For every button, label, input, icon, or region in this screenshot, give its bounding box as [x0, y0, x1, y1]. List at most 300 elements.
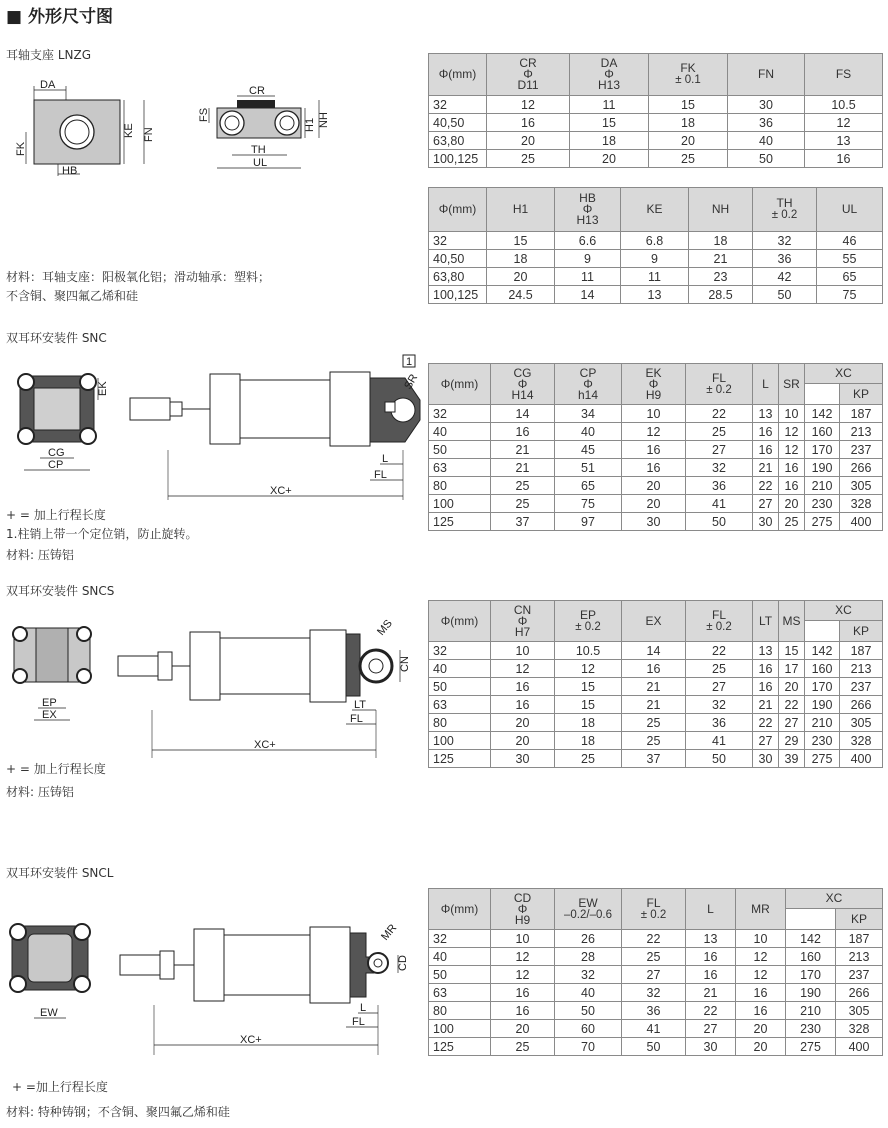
row-bore-cell: 40 [429, 948, 491, 966]
table-cell: 187 [840, 405, 883, 423]
table-cell: 25 [491, 495, 555, 513]
table-cell: 25 [491, 477, 555, 495]
table-cell: 60 [555, 1020, 622, 1038]
header-cell: L [753, 364, 779, 405]
table-cell: 10 [736, 930, 786, 948]
table-row [429, 132, 883, 150]
table-cell: 41 [686, 732, 753, 750]
table-cell: 9 [555, 250, 621, 268]
table-row [429, 423, 883, 441]
table-cell: 328 [840, 732, 883, 750]
table-cell: 22 [686, 642, 753, 660]
header-cell [805, 621, 840, 642]
table-cell: 170 [805, 441, 840, 459]
table-cell: 21 [491, 459, 555, 477]
table-cell: 32 [686, 459, 753, 477]
table-cell: 16 [753, 423, 779, 441]
lnzg-da-label: DA [40, 79, 56, 91]
table-cell: 12 [779, 441, 805, 459]
table-cell: 20 [779, 678, 805, 696]
table-cell: 18 [555, 714, 622, 732]
table-cell: 14 [491, 405, 555, 423]
table-cell: 16 [487, 114, 570, 132]
table-row [429, 441, 883, 459]
sncs-xc-label: XC+ [254, 739, 276, 751]
row-bore-cell: 50 [429, 966, 491, 984]
table-row [429, 286, 883, 304]
snc-cp-label: CP [48, 459, 64, 471]
table-cell: 27 [686, 1020, 736, 1038]
table-cell: 20 [779, 495, 805, 513]
header-cell: FK ± 0.1 [649, 54, 728, 96]
sncl-ew-label: EW [40, 1007, 58, 1019]
table-cell: 266 [836, 984, 883, 1002]
table-cell: 51 [555, 459, 622, 477]
table-cell: 20 [622, 495, 686, 513]
sncs-end-view-diagram [10, 620, 110, 740]
table-cell: 25 [622, 732, 686, 750]
table-cell: 36 [686, 714, 753, 732]
header-cell: XC [805, 601, 883, 621]
header-cell: EK Φ H9 [622, 364, 686, 405]
lnzg-fn-label: FN [143, 127, 155, 142]
table-cell: 16 [491, 678, 555, 696]
table-cell: 30 [753, 750, 779, 768]
sncs-notes: + = 加上行程长度 材料: 压铸铝 [6, 762, 106, 799]
table-cell: 22 [686, 1002, 736, 1020]
table-cell: 16 [753, 441, 779, 459]
table-cell: 14 [622, 642, 686, 660]
row-bore-cell: 50 [429, 678, 491, 696]
table-row [429, 660, 883, 678]
table-cell: 328 [836, 1020, 883, 1038]
section-title-lnzg: 耳轴支座 LNZG [6, 48, 91, 62]
table-cell: 12 [487, 96, 570, 114]
table-cell: 22 [686, 405, 753, 423]
table-cell: 27 [779, 714, 805, 732]
table-cell: 18 [570, 132, 649, 150]
table-cell: 21 [686, 984, 736, 1002]
table-cell: 13 [753, 405, 779, 423]
table-cell: 12 [805, 114, 883, 132]
table-cell: 12 [736, 966, 786, 984]
sncs-ex-label: EX [42, 709, 57, 721]
table-cell: 45 [555, 441, 622, 459]
table-cell: 18 [487, 250, 555, 268]
table-cell: 25 [649, 150, 728, 168]
table-row [429, 495, 883, 513]
table-cell: 12 [491, 948, 555, 966]
row-bore-cell: 40,50 [429, 250, 487, 268]
table-cell: 213 [840, 660, 883, 678]
table-cell: 65 [817, 268, 883, 286]
header-cell: XC [805, 364, 883, 384]
table-row [429, 405, 883, 423]
sncl-mr-label: MR [379, 922, 400, 943]
table-cell: 29 [779, 732, 805, 750]
table-cell: 20 [487, 268, 555, 286]
table-cell: 230 [805, 495, 840, 513]
table-cell: 12 [622, 423, 686, 441]
table-cell: 25 [622, 948, 686, 966]
table-cell: 13 [686, 930, 736, 948]
table-row [429, 732, 883, 750]
table-cell: 34 [555, 405, 622, 423]
snc-side-view-diagram [120, 350, 430, 505]
table-cell: 400 [840, 750, 883, 768]
table-cell: 142 [786, 930, 836, 948]
table-cell: 305 [836, 1002, 883, 1020]
table-cell: 22 [622, 930, 686, 948]
table-cell: 36 [686, 477, 753, 495]
sncs-fl-label: FL [350, 713, 363, 725]
table-cell: 27 [753, 732, 779, 750]
lnzg-table-2 [428, 187, 883, 304]
lnzg-front-view-diagram [10, 80, 190, 190]
header-cell: NH [689, 188, 753, 232]
table-cell: 55 [817, 250, 883, 268]
snc-sr-label: SR [402, 372, 421, 392]
table-cell: 20 [736, 1020, 786, 1038]
lnzg-fk-label: FK [15, 141, 27, 156]
header-cell: CD Φ H9 [491, 889, 555, 930]
header-cell [786, 909, 836, 930]
header-cell: HB Φ H13 [555, 188, 621, 232]
table-cell: 12 [736, 948, 786, 966]
header-cell: KE [621, 188, 689, 232]
table-cell: 328 [840, 495, 883, 513]
table-cell: 42 [753, 268, 817, 286]
table-cell: 170 [805, 678, 840, 696]
lnzg-h1-label: H1 [304, 117, 316, 132]
table-cell: 10.5 [555, 642, 622, 660]
table-cell: 21 [622, 696, 686, 714]
table-cell: 9 [621, 250, 689, 268]
table-cell: 275 [805, 513, 840, 531]
header-cell: SR [779, 364, 805, 405]
row-bore-cell: 100 [429, 495, 491, 513]
table-cell: 30 [753, 513, 779, 531]
table-cell: 12 [555, 660, 622, 678]
lnzg-ul-label: UL [253, 157, 268, 169]
sncl-end-view-diagram [6, 920, 106, 1030]
table-cell: 6.8 [621, 232, 689, 250]
table-row [429, 268, 883, 286]
table-cell: 266 [840, 696, 883, 714]
table-cell: 50 [622, 1038, 686, 1056]
snc-l-label: L [382, 453, 389, 465]
snc-ek-label: EK [97, 381, 109, 396]
table-cell: 11 [570, 96, 649, 114]
header-cell [805, 384, 840, 405]
header-cell: MR [736, 889, 786, 930]
table-cell: 400 [840, 513, 883, 531]
table-cell: 237 [836, 966, 883, 984]
table-cell: 32 [753, 232, 817, 250]
header-cell: LT [753, 601, 779, 642]
lnzg-fs-label: FS [198, 107, 210, 122]
table-cell: 30 [686, 1038, 736, 1056]
table-row [429, 250, 883, 268]
header-cell: KP [836, 909, 883, 930]
table-cell: 15 [487, 232, 555, 250]
table-cell: 50 [753, 286, 817, 304]
sncl-cd-label: CD [397, 955, 409, 971]
table-row [429, 750, 883, 768]
table-cell: 21 [689, 250, 753, 268]
table-row [429, 1020, 883, 1038]
table-cell: 10 [622, 405, 686, 423]
table-cell: 25 [686, 423, 753, 441]
table-cell: 20 [491, 714, 555, 732]
table-cell: 16 [779, 477, 805, 495]
row-bore-cell: 80 [429, 714, 491, 732]
table-cell: 142 [805, 405, 840, 423]
table-cell: 23 [689, 268, 753, 286]
row-bore-cell: 50 [429, 441, 491, 459]
row-bore-cell: 63 [429, 696, 491, 714]
table-row [429, 930, 883, 948]
header-cell: TH ± 0.2 [753, 188, 817, 232]
table-row [429, 459, 883, 477]
table-cell: 10 [491, 930, 555, 948]
table-cell: 20 [736, 1038, 786, 1056]
row-bore-cell: 63,80 [429, 268, 487, 286]
header-cell: UL [817, 188, 883, 232]
table-cell: 37 [491, 513, 555, 531]
table-cell: 28 [555, 948, 622, 966]
table-cell: 50 [728, 150, 805, 168]
table-cell: 21 [622, 678, 686, 696]
table-row [429, 966, 883, 984]
sncl-l-label: L [360, 1002, 367, 1014]
header-cell: Φ(mm) [429, 188, 487, 232]
table-cell: 25 [622, 714, 686, 732]
header-cell: EP ± 0.2 [555, 601, 622, 642]
row-bore-cell: 100,125 [429, 286, 487, 304]
header-cell: KP [840, 384, 883, 405]
table-cell: 46 [817, 232, 883, 250]
table-cell: 25 [555, 750, 622, 768]
table-row [429, 948, 883, 966]
row-bore-cell: 40 [429, 660, 491, 678]
table-cell: 237 [840, 678, 883, 696]
table-cell: 275 [805, 750, 840, 768]
row-bore-cell: 32 [429, 232, 487, 250]
row-bore-cell: 125 [429, 513, 491, 531]
table-cell: 12 [491, 660, 555, 678]
section-title-sncl: 双耳环安装件 SNCL [6, 866, 114, 880]
header-cell: Φ(mm) [429, 364, 491, 405]
table-cell: 230 [786, 1020, 836, 1038]
table-cell: 16 [686, 966, 736, 984]
table-cell: 16 [805, 150, 883, 168]
table-cell: 18 [649, 114, 728, 132]
row-bore-cell: 32 [429, 96, 487, 114]
table-cell: 21 [753, 459, 779, 477]
table-cell: 39 [779, 750, 805, 768]
table-row [429, 1002, 883, 1020]
table-cell: 6.6 [555, 232, 621, 250]
sncl-fl-label: FL [352, 1016, 365, 1028]
table-cell: 16 [736, 1002, 786, 1020]
table-cell: 22 [753, 714, 779, 732]
table-cell: 170 [786, 966, 836, 984]
sncl-side-view-diagram [110, 905, 430, 1060]
row-bore-cell: 63 [429, 459, 491, 477]
table-cell: 36 [753, 250, 817, 268]
lnzg-th-label: TH [251, 144, 266, 156]
table-cell: 40 [555, 423, 622, 441]
row-bore-cell: 100,125 [429, 150, 487, 168]
table-cell: 305 [840, 477, 883, 495]
table-cell: 26 [555, 930, 622, 948]
row-bore-cell: 63 [429, 984, 491, 1002]
table-cell: 14 [555, 286, 621, 304]
header-cell: FN [728, 54, 805, 96]
table-cell: 187 [836, 930, 883, 948]
sncs-table [428, 600, 883, 768]
table-cell: 30 [491, 750, 555, 768]
table-cell: 16 [622, 459, 686, 477]
table-cell: 32 [622, 984, 686, 1002]
snc-xc-label: XC+ [270, 485, 292, 497]
table-cell: 160 [805, 423, 840, 441]
table-cell: 16 [779, 459, 805, 477]
table-cell: 65 [555, 477, 622, 495]
header-cell: KP [840, 621, 883, 642]
table-cell: 12 [779, 423, 805, 441]
table-cell: 15 [649, 96, 728, 114]
table-cell: 25 [487, 150, 570, 168]
lnzg-table-1 [428, 53, 883, 168]
table-cell: 36 [622, 1002, 686, 1020]
table-cell: 10 [491, 642, 555, 660]
table-row [429, 696, 883, 714]
table-cell: 16 [491, 1002, 555, 1020]
row-bore-cell: 40 [429, 423, 491, 441]
table-cell: 20 [491, 732, 555, 750]
header-cell: EX [622, 601, 686, 642]
snc-end-view-diagram [10, 370, 120, 490]
table-cell: 190 [786, 984, 836, 1002]
table-cell: 25 [686, 660, 753, 678]
table-cell: 27 [622, 966, 686, 984]
table-cell: 11 [621, 268, 689, 286]
table-row [429, 1038, 883, 1056]
table-cell: 16 [491, 423, 555, 441]
snc-cg-label: CG [48, 447, 65, 459]
header-cell: H1 [487, 188, 555, 232]
table-cell: 13 [753, 642, 779, 660]
table-row [429, 513, 883, 531]
table-cell: 13 [621, 286, 689, 304]
table-cell: 16 [622, 660, 686, 678]
table-cell: 13 [805, 132, 883, 150]
section-title-snc: 双耳环安装件 SNC [6, 331, 107, 345]
table-cell: 213 [840, 423, 883, 441]
table-cell: 30 [622, 513, 686, 531]
header-cell: XC [786, 889, 883, 909]
table-cell: 11 [555, 268, 621, 286]
header-cell: CP Φ h14 [555, 364, 622, 405]
table-cell: 41 [622, 1020, 686, 1038]
header-cell: FL ± 0.2 [686, 364, 753, 405]
table-cell: 22 [753, 477, 779, 495]
row-bore-cell: 125 [429, 1038, 491, 1056]
table-row [429, 642, 883, 660]
table-row [429, 114, 883, 132]
table-cell: 17 [779, 660, 805, 678]
sncs-lt-label: LT [354, 699, 367, 711]
table-cell: 16 [622, 441, 686, 459]
table-cell: 21 [753, 696, 779, 714]
table-row [429, 477, 883, 495]
header-cell: Φ(mm) [429, 889, 491, 930]
table-cell: 275 [786, 1038, 836, 1056]
header-cell: L [686, 889, 736, 930]
row-bore-cell: 125 [429, 750, 491, 768]
table-cell: 25 [491, 1038, 555, 1056]
table-cell: 20 [487, 132, 570, 150]
header-cell: FL ± 0.2 [622, 889, 686, 930]
sncl-notes: + =加上行程长度 材料: 特种铸钢；不含铜、聚四氟乙烯和硅 [6, 1080, 230, 1119]
table-cell: 15 [555, 678, 622, 696]
lnzg-ke-label: KE [123, 123, 135, 138]
table-row [429, 232, 883, 250]
table-cell: 15 [779, 642, 805, 660]
table-cell: 210 [805, 477, 840, 495]
table-cell: 15 [570, 114, 649, 132]
table-cell: 21 [491, 441, 555, 459]
table-cell: 190 [805, 696, 840, 714]
table-cell: 40 [555, 984, 622, 1002]
table-cell: 142 [805, 642, 840, 660]
title-square-icon: ■ [6, 7, 28, 27]
table-cell: 20 [649, 132, 728, 150]
sncs-ms-label: MS [375, 617, 395, 638]
header-cell: DA Φ H13 [570, 54, 649, 96]
header-cell: Φ(mm) [429, 601, 491, 642]
header-cell: FL ± 0.2 [686, 601, 753, 642]
row-bore-cell: 100 [429, 1020, 491, 1038]
table-cell: 10.5 [805, 96, 883, 114]
table-cell: 16 [491, 696, 555, 714]
table-cell: 70 [555, 1038, 622, 1056]
table-cell: 50 [686, 513, 753, 531]
table-cell: 75 [555, 495, 622, 513]
table-cell: 210 [805, 714, 840, 732]
page-title: ■ 外形尺寸图 [6, 7, 113, 27]
table-cell: 160 [786, 948, 836, 966]
table-cell: 305 [840, 714, 883, 732]
table-cell: 12 [491, 966, 555, 984]
row-bore-cell: 40,50 [429, 114, 487, 132]
sncs-ep-label: EP [42, 697, 57, 709]
table-cell: 10 [779, 405, 805, 423]
table-cell: 230 [805, 732, 840, 750]
table-row [429, 96, 883, 114]
snc-notes: + = 加上行程长度 1.柱销上带一个定位销，防止旋转。 材料: 压铸铝 [6, 508, 198, 562]
row-bore-cell: 100 [429, 732, 491, 750]
table-cell: 32 [686, 696, 753, 714]
lnzg-material-note: 材料：耳轴支座：阳极氧化铝；滑动轴承：塑料； 不含铜、聚四氟乙烯和硅 [6, 270, 271, 303]
lnzg-cr-label: CR [249, 85, 265, 97]
snc-callout-1: 1 [406, 356, 413, 368]
table-cell: 27 [686, 441, 753, 459]
table-cell: 237 [840, 441, 883, 459]
header-cell: CG Φ H14 [491, 364, 555, 405]
